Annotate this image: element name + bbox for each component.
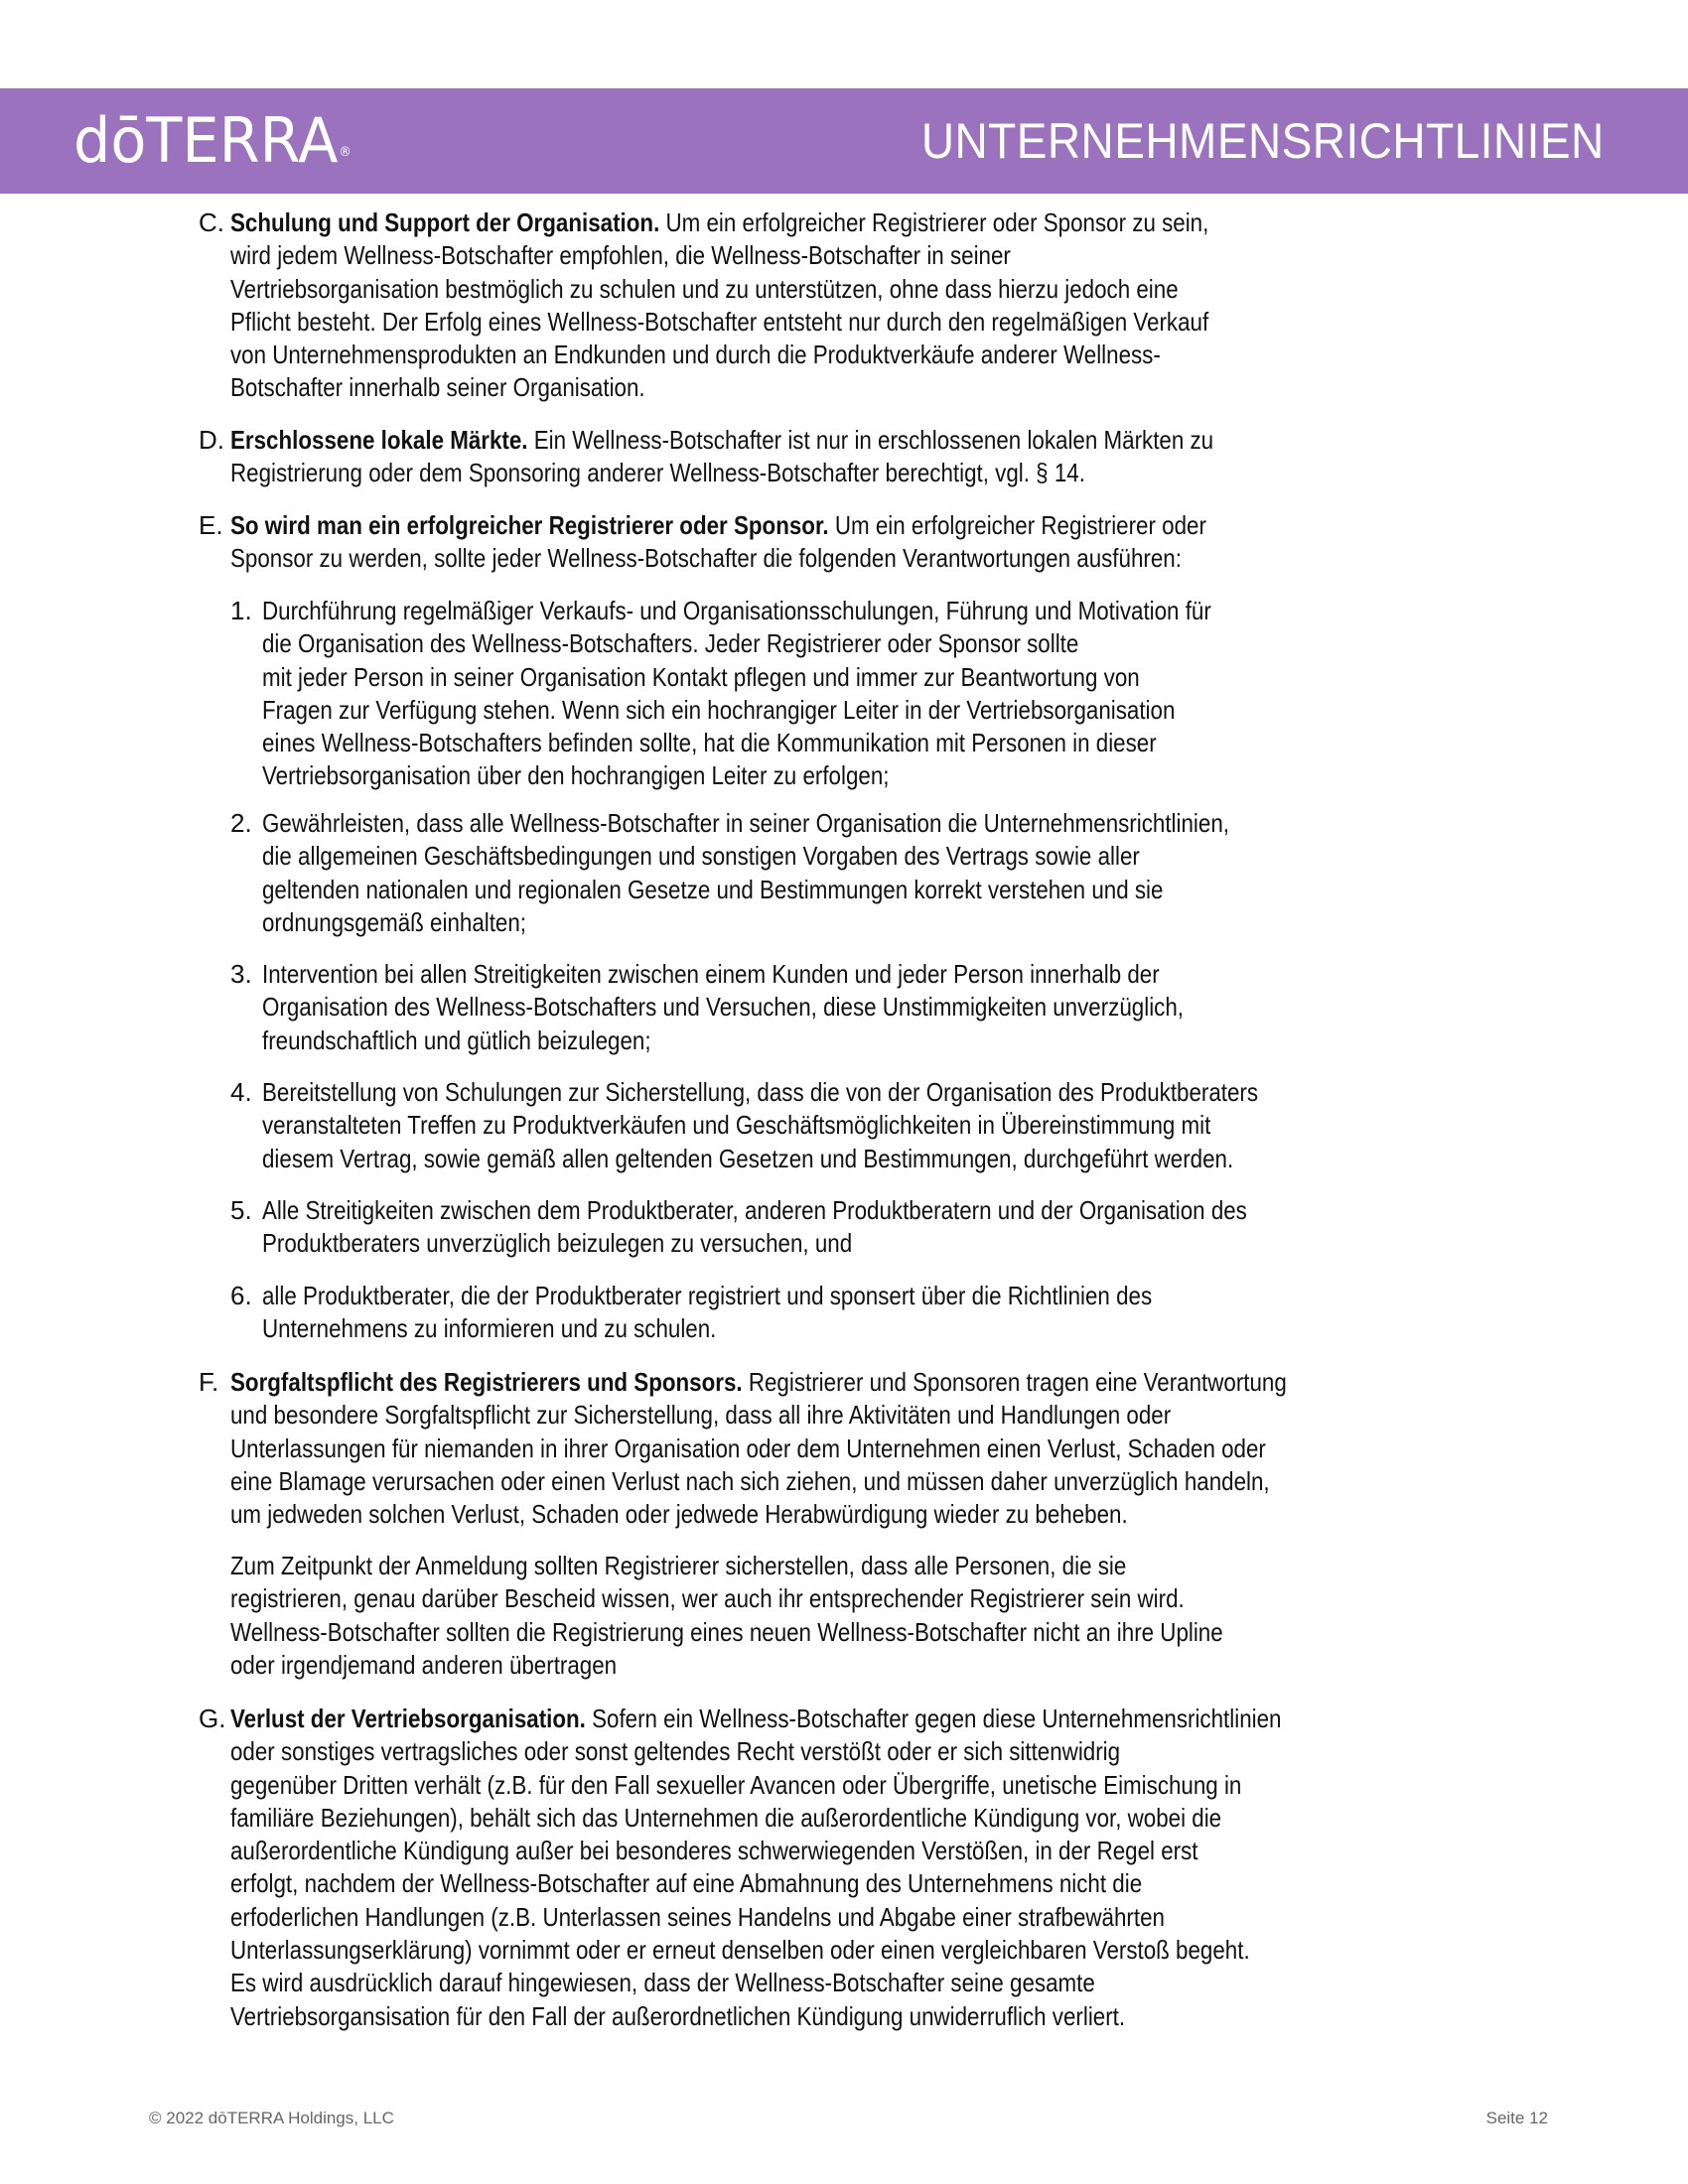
text-line: erfolgt, nachdem der Wellness-Botschafter auf eine Abmahnung des Unternehmens nicht die [230, 1868, 1143, 1899]
text-line: die allgemeinen Geschäftsbedingungen und sonstigen Vorgaben des Vertrags sowie aller [262, 841, 1140, 872]
text-line: Intervention bei allen Streitigkeiten zwischen einem Kunden und jeder Person innerhalb der [262, 959, 1160, 989]
text-line: veranstalteten Treffen zu Produktverkäufen und Geschäftsmöglichkeiten in Übereinstimmung mit [262, 1110, 1211, 1141]
text-line: Es wird ausdrücklich darauf hingewiesen, dass der Wellness-Botschafter seine gesamte [230, 1968, 1095, 1998]
text-line: Botschafter innerhalb seiner Organisation. [230, 372, 645, 403]
text-line: die Organisation des Wellness-Botschafters. Jeder Registrierer oder Sponsor sollte [262, 628, 1079, 659]
text-line: Wellness-Botschafter sollten die Registrierung eines neuen Wellness-Botschafter nicht an ihre Upline [230, 1616, 1223, 1647]
list-item [230, 1076, 1420, 1175]
text-line: Organisation des Wellness-Botschafters und Versuchen, diese Unstimmigkeiten unverzüglich, [262, 992, 1185, 1023]
text-line: eine Blamage verursachen oder einen Verlust nach sich ziehen, und müssen daher unverzüglich handeln, [230, 1465, 1270, 1496]
text-line: außerordentliche Kündigung außer bei besonderes schwerwiegenden Verstößen, in der Regel erst [230, 1836, 1198, 1866]
logo-text: dōTERRA [73, 104, 339, 177]
text-line: registrieren, genau darüber Bescheid wissen, wer auch ihr entsprechender Registrierer sein wird. [230, 1583, 1185, 1614]
registered-mark: ® [339, 145, 352, 160]
text-line: alle Produktberater, die der Produktberater registriert und sponsert über die Richtlinien des [262, 1281, 1153, 1310]
list-item [230, 807, 1387, 939]
text-line: oder irgendjemand anderen übertragen [230, 1649, 618, 1680]
text-line: Alle Streitigkeiten zwischen dem Produktberater, anderen Produktberatern und der Organisation des [262, 1195, 1247, 1225]
section-heading: Schulung und Support der Organisation. [230, 207, 660, 237]
item-number: 6. [230, 1281, 252, 1310]
brand-logo [73, 102, 352, 180]
item-number: 2. [230, 808, 252, 838]
text-line: wird jedem Wellness-Botschafter empfohlen, die Wellness-Botschafter in seiner [230, 240, 1011, 271]
text-line: und besondere Sorgfaltspflicht zur Sicherstellung, dass all ihre Aktivitäten und Handlungen oder [230, 1400, 1172, 1431]
text-line: Vertriebsorganisation bestmöglich zu schulen und zu unterstützen, ohne dass hierzu jedoch eine [230, 273, 1179, 304]
text-line: Fragen zur Verfügung stehen. Wenn sich ein hochrangiger Leiter in der Vertriebsorganisation [262, 694, 1176, 725]
item-number: 5. [230, 1195, 252, 1225]
text-line: Sofern ein Wellness-Botschafter gegen diese Unternehmensrichtlinien [585, 1704, 1282, 1733]
text-line: gegenüber Dritten verhält (z.B. für den Fall sexueller Avancen oder Übergriffe, unetische Eimischung in [230, 1769, 1242, 1800]
section-marker: G. [199, 1704, 226, 1733]
section-c [199, 206, 1368, 405]
text-line: Um ein erfolgreicher Registrierer oder [828, 510, 1206, 540]
text-line: Unterlassungserklärung) vornimmt oder er erneut denselben oder einen vergleichbaren Verstoß begeht. [230, 1935, 1250, 1966]
text-line: geltenden nationalen und regionalen Gesetze und Bestimmungen korrekt verstehen und sie [262, 874, 1164, 904]
text-line: ordnungsgemäß einhalten; [262, 906, 527, 937]
text-line: Pflicht besteht. Der Erfolg eines Wellness-Botschafter entsteht nur durch den regelmäßigen Verkauf [230, 306, 1209, 337]
text-line: Gewährleisten, dass alle Wellness-Botschafter in seiner Organisation die Unternehmensrichtlinien, [262, 808, 1229, 838]
text-line: mit jeder Person in seiner Organisation Kontakt pflegen und immer zur Beantwortung von [262, 661, 1140, 692]
text-line: Unternehmens zu informieren und zu schulen. [262, 1313, 717, 1344]
text-line: eines Wellness-Botschafters befinden sollte, hat die Kommunikation mit Personen in dieser [262, 728, 1157, 758]
document-title: UNTERNEHMENSRICHTLINIEN [921, 113, 1605, 169]
text-line: Registrierer und Sponsoren tragen eine Verantwortung [742, 1367, 1287, 1397]
section-f-paragraph-2 [230, 1550, 1384, 1682]
page-number: Seite 12 [1485, 2109, 1548, 2127]
section-marker: D. [199, 425, 224, 455]
section-heading: Verlust der Vertriebsorganisation. [230, 1704, 586, 1733]
text-line: Vertriebsorganisation über den hochrangigen Leiter zu erfolgen; [262, 760, 890, 791]
section-f [199, 1366, 1459, 1531]
item-number: 1. [230, 596, 252, 625]
list-item [230, 1194, 1407, 1261]
text-line: Bereitstellung von Schulungen zur Sicherstellung, dass die von der Organisation des Produktberaters [262, 1077, 1259, 1107]
text-line: Vertriebsorgansisation für den Fall der außerordnetlichen Kündigung unwiderruflich verliert. [230, 2000, 1126, 2031]
text-line: von Unternehmensprodukten an Endkunden und durch die Produktverkäufe anderer Wellness- [230, 340, 1161, 370]
text-line: Sponsor zu werden, sollte jeder Wellness-Botschafter die folgenden Verantwortungen ausführen: [230, 543, 1182, 574]
section-d [199, 424, 1373, 490]
section-marker: F. [199, 1367, 219, 1397]
section-heading: So wird man ein erfolgreicher Registrierer oder Sponsor. [230, 510, 829, 540]
text-line: freundschaftlich und gütlich beizulegen; [262, 1024, 651, 1055]
section-heading: Sorgfaltspflicht des Registrierers und Sponsors. [230, 1367, 743, 1397]
section-marker: E. [199, 510, 223, 540]
text-line: erfoderlichen Handlungen (z.B. Unterlassen seines Handelns und Abgabe einer strafbewährten [230, 1901, 1165, 1932]
text-line: Zum Zeitpunkt der Anmeldung sollten Registrierer sicherstellen, dass alle Personen, die sie [230, 1551, 1127, 1580]
copyright-notice: © 2022 dōTERRA Holdings, LLC [149, 2109, 394, 2127]
section-heading: Erschlossene lokale Märkte. [230, 425, 528, 455]
section-e [199, 509, 1365, 576]
item-number: 4. [230, 1077, 252, 1107]
text-line: oder sonstiges vertragsliches oder sonst geltendes Recht verstößt oder er sich sittenwidrig [230, 1736, 1121, 1767]
text-line: Unterlassungen für niemanden in ihrer Organisation oder dem Unternehmen einen Verlust, Schaden oder [230, 1433, 1266, 1463]
text-line: diesem Vertrag, sowie gemäß allen geltenden Gesetzen und Bestimmungen, durchgeführt werden. [262, 1143, 1234, 1173]
list-item [230, 1280, 1297, 1346]
text-line: Um ein erfolgreicher Registrierer oder Sponsor zu sein, [659, 207, 1209, 237]
text-line: Durchführung regelmäßiger Verkaufs- und Organisationsschulungen, Führung und Motivation für [262, 596, 1211, 625]
text-line: Produktberaters unverzüglich beizulegen zu versuchen, und [262, 1228, 853, 1259]
item-number: 3. [230, 959, 252, 989]
section-marker: C. [199, 207, 224, 237]
list-item [230, 958, 1334, 1057]
text-line: Registrierung oder dem Sponsoring anderer Wellness-Botschafter berechtigt, vgl. § 14. [230, 458, 1085, 488]
text-line: um jedweden solchen Verlust, Schaden oder jedwede Herabwürdigung wieder zu beheben. [230, 1499, 1128, 1530]
list-item [230, 595, 1365, 793]
section-g [199, 1703, 1453, 2033]
text-line: familiäre Beziehungen), behält sich das Unternehmen die außerordentliche Kündigung vor, wobei die [230, 1802, 1222, 1833]
text-line: Ein Wellness-Botschafter ist nur in erschlossenen lokalen Märkten zu [527, 425, 1214, 455]
